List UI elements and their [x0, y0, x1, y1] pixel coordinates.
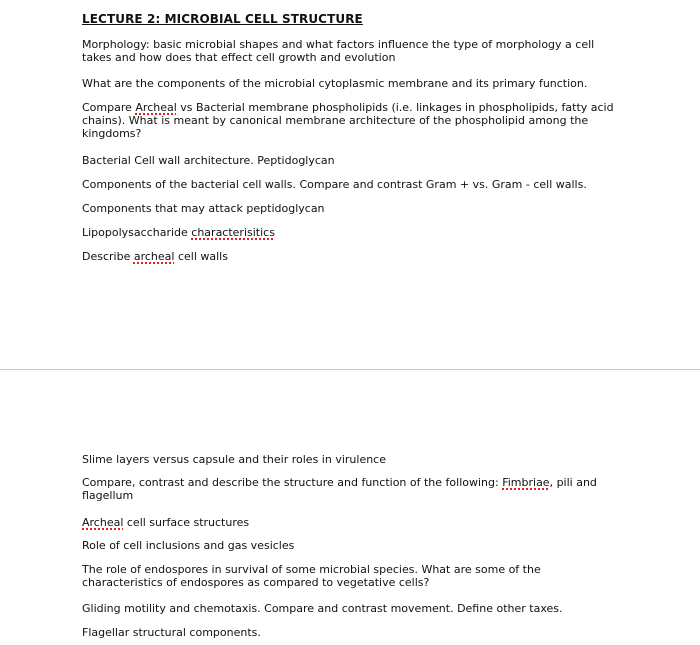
paragraph-endospores: The role of endospores in survival of some microbial species. What are some of the characteristics of endospores as compared to vegetative cells? — [82, 563, 541, 589]
page-break-divider — [0, 369, 700, 370]
paragraph-peptidoglycan-attack: Components that may attack peptidoglycan — [82, 202, 325, 215]
text-segment: Compare — [82, 101, 136, 114]
text-segment: cell surface structures — [123, 516, 250, 529]
misspelled-word[interactable]: Archeal — [82, 516, 124, 529]
text-segment: Describe — [82, 250, 134, 263]
paragraph-cytoplasmic-membrane: What are the components of the microbial cytoplasmic membrane and its primary function. — [82, 77, 588, 90]
paragraph-archeal-cell-walls — [82, 250, 622, 263]
text-segment: vs Bacterial membrane phospholipids (i.e. linkages in phospholipids, fatty acid chains). What is meant by canonical membrane architecture of the phospholipid among the kingdoms? — [82, 101, 614, 140]
text-segment: cell walls — [174, 250, 228, 263]
page-title: LECTURE 2: MICROBIAL CELL STRUCTURE — [82, 12, 363, 26]
misspelled-word[interactable]: characterisitics — [191, 226, 275, 239]
paragraph-lipopolysaccharide — [82, 226, 622, 239]
paragraph-membrane-phospholipids — [82, 101, 622, 140]
text-segment: Lipopolysaccharide — [82, 226, 192, 239]
paragraph-slime-layers: Slime layers versus capsule and their roles in virulence — [82, 453, 386, 466]
paragraph-flagellar-components: Flagellar structural components. — [82, 626, 261, 639]
paragraph-gliding-motility: Gliding motility and chemotaxis. Compare and contrast movement. Define other taxes. — [82, 602, 563, 615]
paragraph-gram-comparison: Components of the bacterial cell walls. Compare and contrast Gram + vs. Gram - cell walls. — [82, 178, 587, 191]
misspelled-word[interactable]: Fimbriae — [502, 476, 550, 489]
text-segment: Compare, contrast and describe the structure and function of the following: — [82, 476, 503, 489]
paragraph-cell-inclusions: Role of cell inclusions and gas vesicles — [82, 539, 295, 552]
paragraph-morphology: Morphology: basic microbial shapes and what factors influence the type of morphology a cell takes and how does that effect cell growth and evolution — [82, 38, 595, 64]
text-segment: , pili and flagellum — [82, 476, 597, 502]
paragraph-cell-surface-structures — [82, 516, 622, 529]
document-page-2 — [0, 371, 700, 645]
misspelled-word[interactable]: archeal — [133, 250, 175, 263]
misspelled-word[interactable]: Archeal — [135, 101, 177, 114]
paragraph-cell-wall-architecture: Bacterial Cell wall architecture. Peptidoglycan — [82, 154, 335, 167]
paragraph-fimbriae-pili — [82, 476, 622, 502]
